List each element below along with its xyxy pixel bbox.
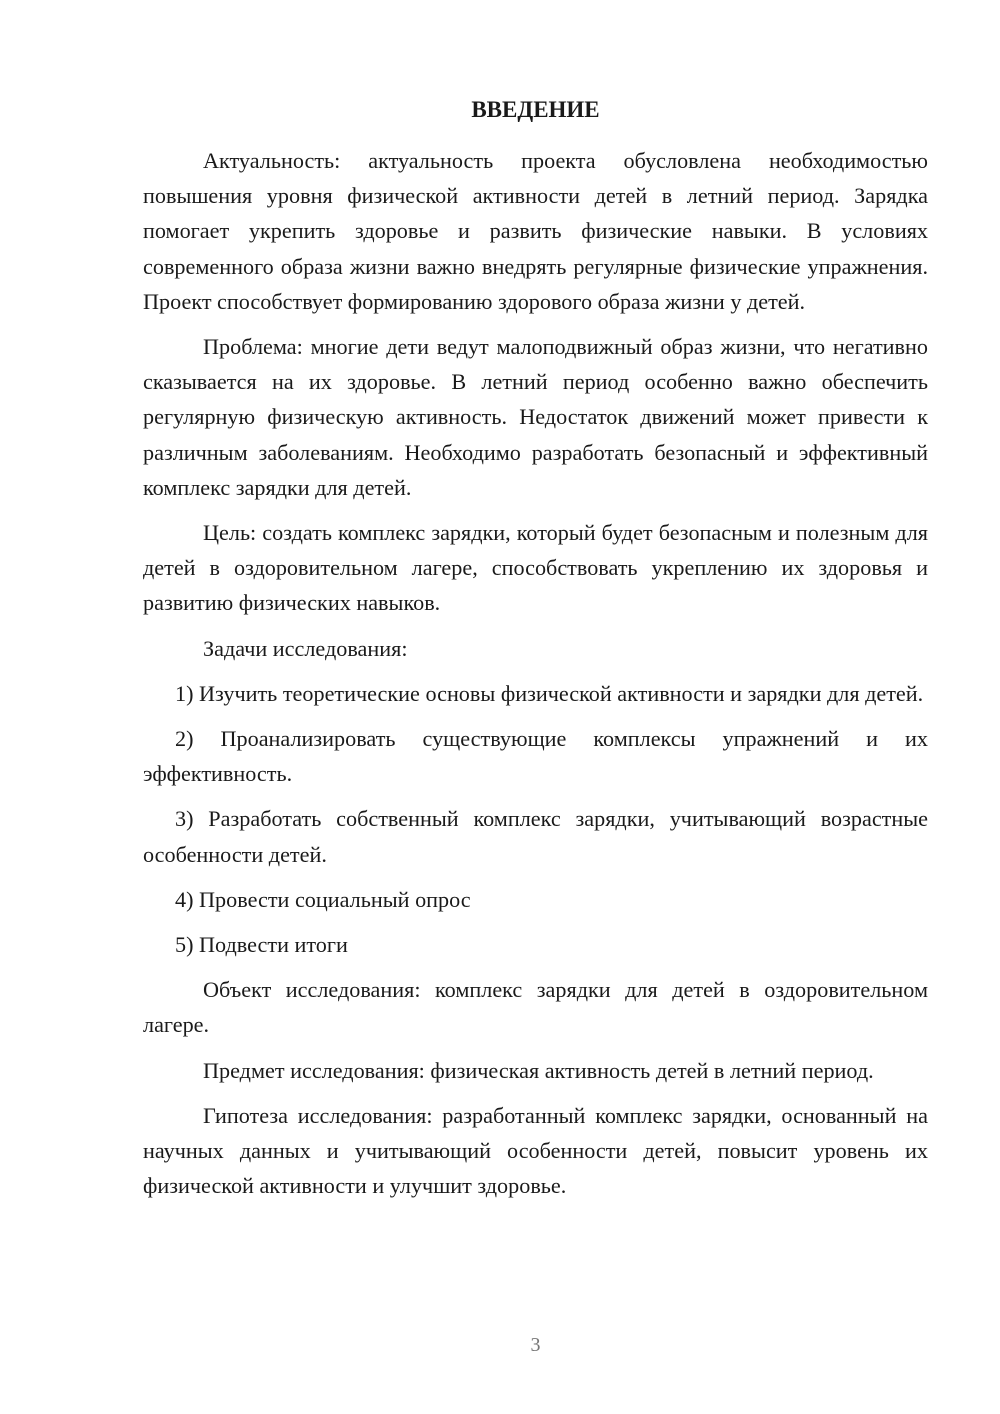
relevance-paragraph: Актуальность: актуальность проекта обусловлена необходимостью повышения уровня физической активности детей в летний период. Зарядка помогает укрепить здоровье и развить физические навыки. В условиях современного образа жизни важно внедрять регулярные физические упражнения. Проект способствует формированию здорового образа жизни у детей. [143,148,928,314]
page-number: 3 [530,1334,541,1356]
list-item: 5) Подвести итоги [175,932,348,958]
tasks-heading: Задачи исследования: [203,635,408,661]
list-item: 2) Проанализировать существующие комплексы упражнений и их эффективность. [143,726,928,787]
tasks-list [143,676,928,962]
hypothesis-paragraph: Гипотеза исследования: разработанный комплекс зарядки, основанный на научных данных и учитывающий особенности детей, повысит уровень их физической активности и улучшит здоровье. [143,1102,928,1199]
document-body [143,143,928,1213]
list-item: 1) Изучить теоретические основы физической активности и зарядки для детей. [175,680,924,706]
page-title: ВВЕДЕНИЕ [471,97,600,122]
list-item: 3) Разработать собственный комплекс зарядки, учитывающий возрастные особенности детей. [143,806,928,867]
list-item: 4) Провести социальный опрос [175,886,471,912]
object-paragraph: Объект исследования: комплекс зарядки для детей в оздоровительном лагере. [143,977,928,1038]
goal-paragraph: Цель: создать комплекс зарядки, который будет безопасным и полезным для детей в оздоровительном лагере, способствовать укреплению их здоровья и развитию физических навыков. [143,520,928,616]
problem-paragraph: Проблема: многие дети ведут малоподвижный образ жизни, что негативно сказывается на их здоровье. В летний период особенно важно обеспечить регулярную физическую активность. Недостаток движений может привести к различным заболеваниям. Необходимо разработать безопасный и эффективный комплекс зарядки для детей. [143,334,928,500]
subject-paragraph: Предмет исследования: физическая активность детей в летний период. [203,1057,874,1083]
